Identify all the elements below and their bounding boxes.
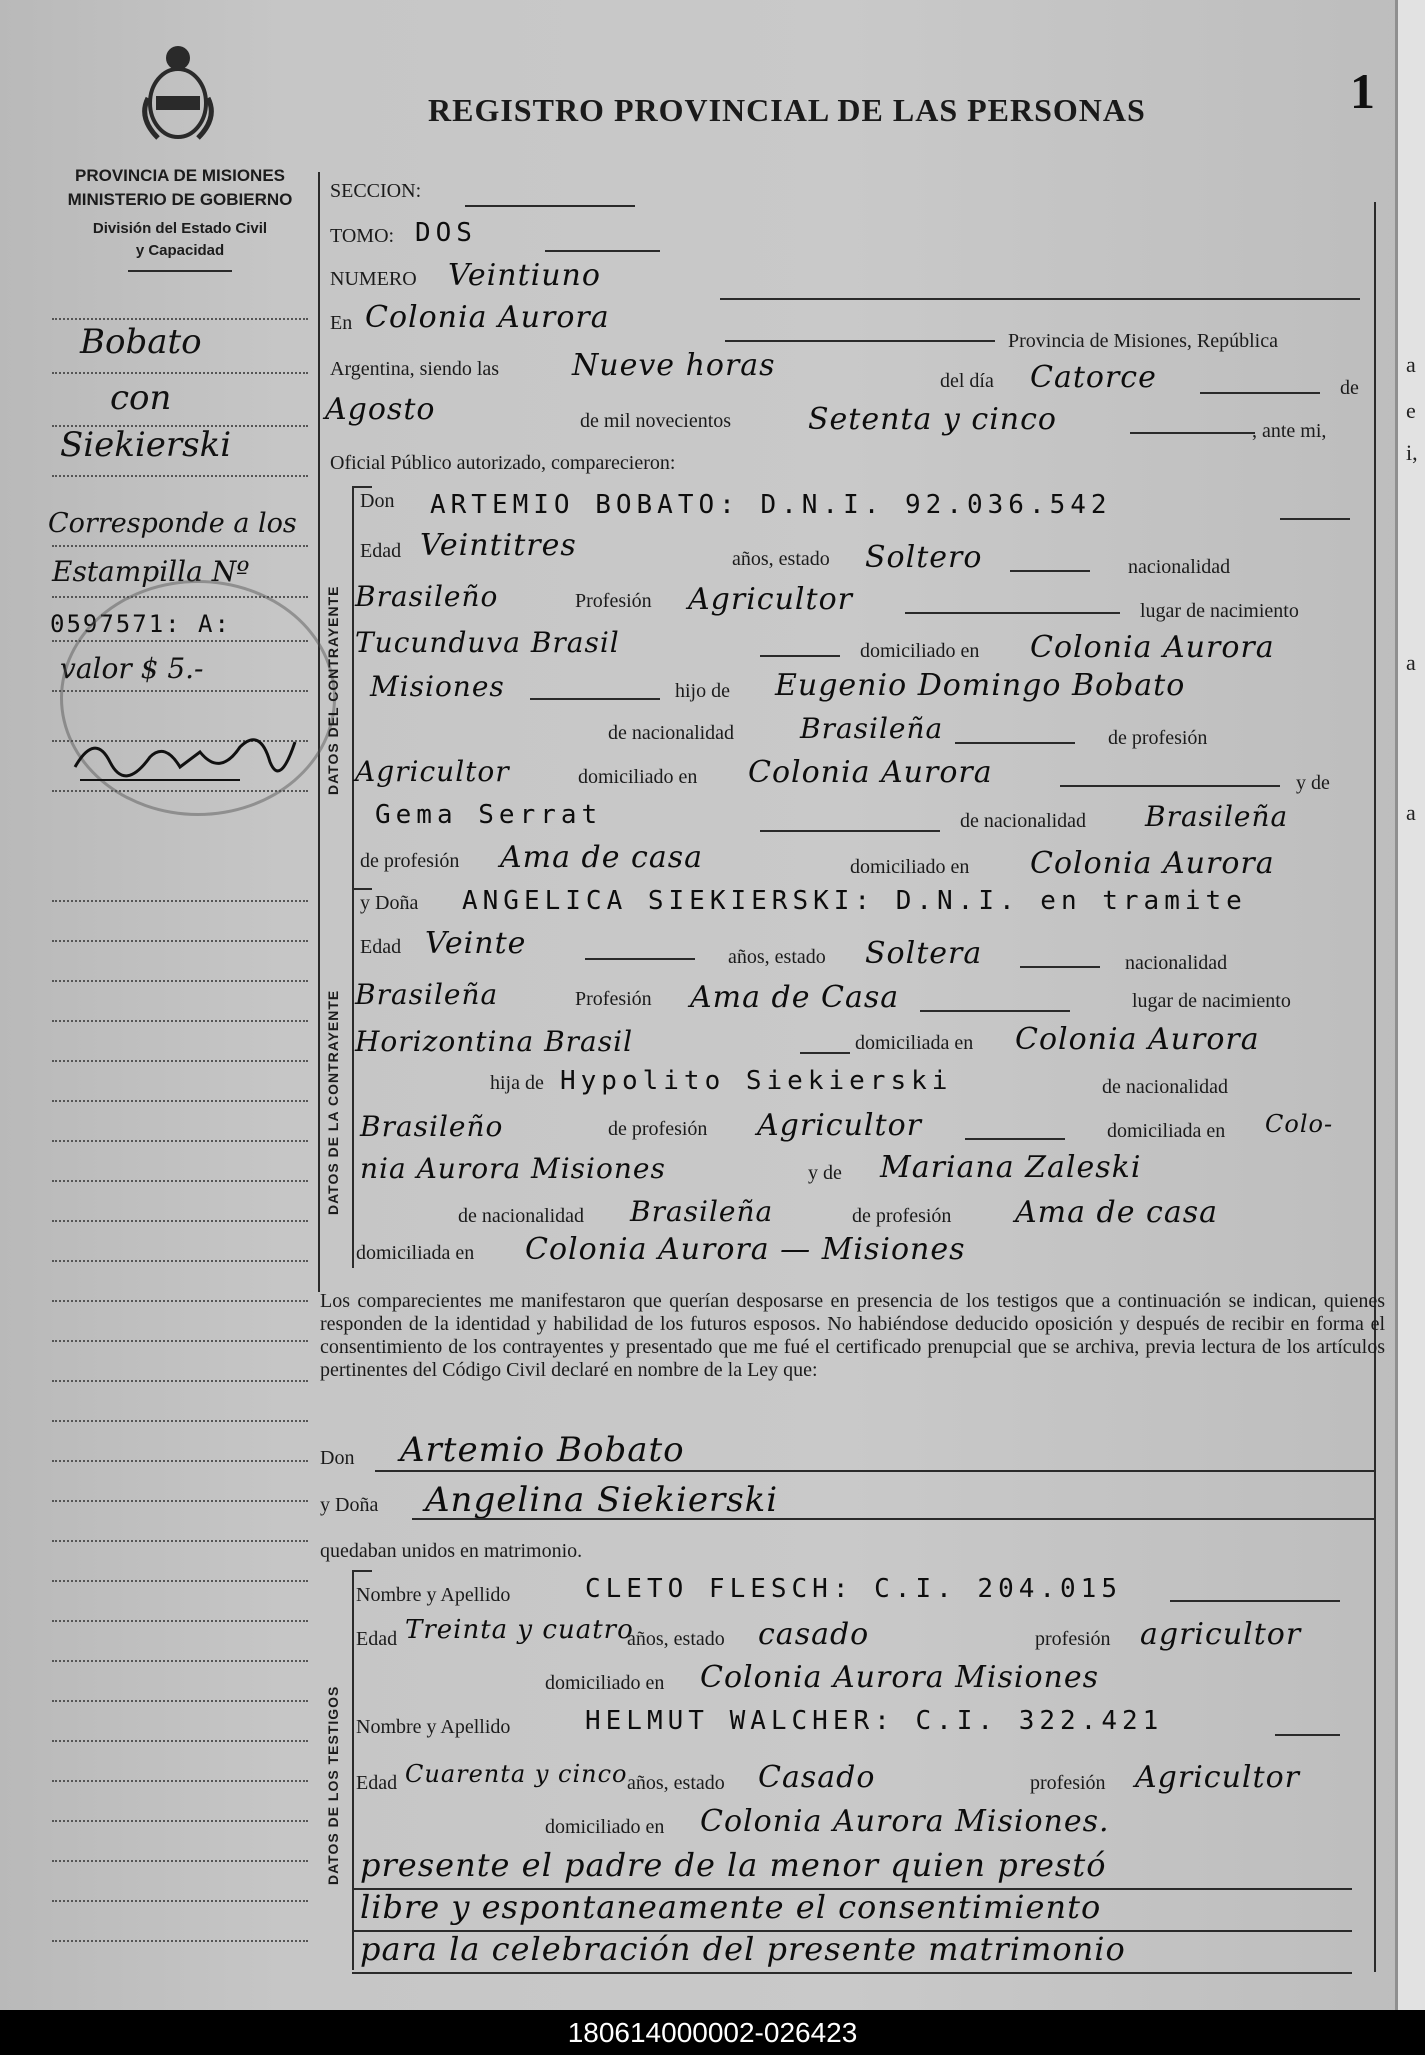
testigo1-profesion-label: profesión <box>1035 1628 1111 1650</box>
margin-line <box>52 1700 308 1702</box>
contrayente-padre-profesion: Agricultor <box>355 755 510 788</box>
padre-dom-line <box>1060 785 1280 787</box>
madre-profesion-label: de profesión <box>360 850 460 872</box>
contrayenta-profesion: Ama de Casa <box>690 980 900 1015</box>
contrayenta-domicilio: Colonia Aurora <box>1015 1022 1260 1057</box>
testigo1-nombre-label: Nombre y Apellido <box>356 1584 511 1606</box>
testigo2-profesion-label: profesión <box>1030 1772 1106 1794</box>
margin-line <box>52 1300 308 1302</box>
margin-line <box>52 1740 308 1742</box>
next-page-edge <box>1395 0 1425 2010</box>
declaration-quedaban: quedaban unidos en matrimonio. <box>320 1540 583 1562</box>
margin-line <box>52 1380 308 1382</box>
testigo2-domiciliado-label: domiciliado en <box>545 1816 665 1838</box>
estado-line <box>1010 570 1090 572</box>
madre-domiciliado-label: domiciliado en <box>850 856 970 878</box>
margin-line <box>52 1660 308 1662</box>
contrayente-madre: Gema Serrat <box>375 800 603 830</box>
tomo-line <box>545 250 660 252</box>
contrayente-domicilio: Colonia Aurora <box>1030 630 1275 665</box>
tomo-label: TOMO: <box>330 225 395 247</box>
don-underline <box>375 1470 1375 1472</box>
margin-line <box>52 1500 308 1502</box>
frame-right-line <box>1374 202 1376 1972</box>
contrayente-madre-nacionalidad: Brasileña <box>1145 800 1289 833</box>
testigo1-profesion: agricultor <box>1140 1617 1302 1652</box>
contrayenta-padre-domicilio-a: Colo- <box>1265 1110 1334 1138</box>
margin-line <box>52 1420 308 1422</box>
ministry-label: MINISTERIO DE GOBIERNO <box>67 190 293 209</box>
margin-line <box>52 1580 308 1582</box>
contrayente-anos-estado: años, estado <box>732 548 830 570</box>
contrayente-name: ARTEMIO BOBATO: D.N.I. 92.036.542 <box>430 490 1112 520</box>
testigo2-profesion: Agricultor <box>1135 1760 1300 1795</box>
contrayenta-padre-nacionalidad: Brasileño <box>360 1110 504 1143</box>
margin-line <box>52 1020 308 1022</box>
margin-line <box>52 1780 308 1782</box>
contrayente-hijo-label: hijo de <box>675 680 730 702</box>
testigos-note-line-2: libre y espontaneamente el consentimiento <box>360 1888 1102 1926</box>
contrayenta-madre-profesion: Ama de casa <box>1015 1195 1218 1230</box>
page-number: 1 <box>1350 63 1375 119</box>
contrayenta-madre-domicilio: Colonia Aurora — Misiones <box>525 1232 966 1267</box>
madre2-domiciliada-label: domiciliada en <box>356 1242 475 1264</box>
contrayente-estado: Soltero <box>865 540 983 575</box>
madre2-profesion-label: de profesión <box>852 1205 952 1227</box>
testigo1-estado: casado <box>758 1617 870 1652</box>
dia-line <box>1200 392 1320 394</box>
division-label: División del Estado Civil <box>92 220 268 237</box>
edge-letter: a <box>1406 352 1416 377</box>
madre-nacionalidad-label: de nacionalidad <box>960 810 1087 832</box>
ante-mi-text: , ante mi, <box>1252 420 1327 442</box>
contrayenta-profesion-label: Profesión <box>575 988 652 1010</box>
declaration-don-label: Don <box>320 1447 355 1469</box>
dona-label: y Doña <box>360 892 419 914</box>
testigos-section-label: DATOS DE LOS TESTIGOS <box>325 1685 341 1885</box>
dia-value: Catorce <box>1030 360 1157 395</box>
contrayenta-estado: Soltera <box>865 936 983 971</box>
margin-line <box>52 318 308 320</box>
margin-stamp-note-2: Estampilla Nº <box>52 555 250 588</box>
contrayente-edad: Veintitres <box>420 528 577 563</box>
margin-line <box>52 1340 308 1342</box>
contrayenta-edad-label: Edad <box>360 936 402 958</box>
declaration-dona-label: y Doña <box>320 1494 379 1516</box>
margin-surname-1: Bobato <box>80 322 202 362</box>
margin-line <box>52 545 308 547</box>
mil-label: de mil novecientos <box>580 410 732 432</box>
contrayente-padre-domicilio: Colonia Aurora <box>748 755 993 790</box>
contrayenta-section-label: DATOS DE LA CONTRAYENTE <box>325 989 341 1215</box>
seccion-line <box>465 205 635 207</box>
contrayente-lugar-label: lugar de nacimiento <box>1140 600 1299 622</box>
margin-line <box>52 372 308 374</box>
margin-line <box>52 1260 308 1262</box>
margin-line <box>52 940 308 942</box>
margin-line <box>52 980 308 982</box>
margin-line <box>52 1140 308 1142</box>
padre-profesion-label: de profesión <box>1108 727 1208 749</box>
declaration-dona-value: Angelina Siekierski <box>425 1480 779 1520</box>
testigo1-edad-label: Edad <box>356 1628 398 1650</box>
testigos-bracket <box>352 1570 354 1970</box>
testigo2-nombre-label: Nombre y Apellido <box>356 1716 511 1738</box>
margin-stamp-number: 0597571: A: <box>50 610 231 638</box>
contrayente-domiciliado-label: domiciliado en <box>860 640 980 662</box>
padre-nacionalidad-label: de nacionalidad <box>608 722 735 744</box>
en-value: Colonia Aurora <box>365 300 610 335</box>
contrayente-lugar: Tucunduva Brasil <box>355 626 620 659</box>
agency-underline <box>128 270 232 272</box>
madre2-nacionalidad-label: de nacionalidad <box>458 1205 585 1227</box>
margin-surname-2: Siekierski <box>60 425 232 465</box>
testigo1-name: CLETO FLESCH: C.I. 204.015 <box>585 1574 1122 1604</box>
margin-line <box>52 900 308 902</box>
testigo1-domicilio: Colonia Aurora Misiones <box>700 1660 1099 1695</box>
contrayenta-lugar: Horizontina Brasil <box>355 1025 634 1058</box>
page-title: REGISTRO PROVINCIAL DE LAS PERSONAS <box>428 92 1146 128</box>
declaration-paragraph: Los comparecientes me manifestaron que querían desposarse en presencia de los testigos que a continuación se indican, quienes responden de la identidad y habilidad de los futuros esposos. No habiéndose deducido oposición y después de recibir en forma el consentimiento de los contrayentes y presentado que me fué el certificado prenupcial que se archiva, previa lectura de los artículos pertinentes del Código Civil declaré en nombre de la Ley que: <box>320 1290 1385 1381</box>
profesion2-line <box>920 1010 1070 1012</box>
footer-image-id: 180614000002-026423 <box>0 2010 1425 2055</box>
argentina-text: Argentina, siendo las <box>330 358 500 380</box>
padre2-nacionalidad-label: de nacionalidad <box>1102 1076 1229 1098</box>
capacity-label: y Capacidad <box>135 242 225 259</box>
padre2-domiciliada-label: domiciliada en <box>1107 1120 1226 1142</box>
numero-label: NUMERO <box>330 268 417 290</box>
contrayente-nacionalidad-label: nacionalidad <box>1128 556 1231 578</box>
margin-line <box>52 1940 308 1942</box>
contrayenta-domiciliada-label: domiciliada en <box>855 1032 974 1054</box>
note-underline-3 <box>352 1972 1352 1974</box>
de-label: de <box>1340 377 1359 399</box>
lugar-line <box>760 655 840 657</box>
contrayenta-madre-nacionalidad: Brasileña <box>630 1195 774 1228</box>
bracket-top-2 <box>352 888 372 890</box>
contrayenta-hija-label: hija de <box>490 1072 544 1094</box>
margin-line <box>52 1540 308 1542</box>
margin-line <box>52 1060 308 1062</box>
tomo-value: DOS <box>415 218 477 248</box>
padre-nac-line <box>955 742 1075 744</box>
seccion-label: SECCION: <box>330 180 422 202</box>
margin-stamp-note-1: Corresponde a los <box>48 508 297 539</box>
margin-stamp-value: valor $ 5.- <box>60 652 204 685</box>
bracket-top-3 <box>352 1570 372 1572</box>
contrayente-bracket <box>352 486 354 906</box>
contrayenta-lugar-label: lugar de nacimiento <box>1132 990 1291 1012</box>
margin-line <box>52 1460 308 1462</box>
contrayenta-nacionalidad: Brasileña <box>355 978 499 1011</box>
testigo2-edad: Cuarenta y cinco <box>405 1760 628 1788</box>
anio-line <box>1130 432 1255 434</box>
madre2-y-de-label: y de <box>808 1162 842 1184</box>
profesion-line <box>905 612 1120 614</box>
en-line <box>725 340 995 342</box>
edad-line <box>585 958 695 960</box>
testigo2-edad-label: Edad <box>356 1772 398 1794</box>
padre-domiciliado-label: domiciliado en <box>578 766 698 788</box>
contrayente-madre-domicilio: Colonia Aurora <box>1030 846 1275 881</box>
contrayente-profesion-label: Profesión <box>575 590 652 612</box>
y-de-label: y de <box>1296 772 1330 794</box>
contrayenta-nacionalidad-label: nacionalidad <box>1125 952 1228 974</box>
bracket-top-1 <box>352 486 372 488</box>
testigo1-anos-estado: años, estado <box>627 1628 725 1650</box>
padre2-prof-line <box>965 1138 1065 1140</box>
numero-value: Veintiuno <box>448 258 601 293</box>
testigo1-edad: Treinta y cuatro <box>405 1615 634 1645</box>
contrayente-padre-nacionalidad: Brasileña <box>800 712 944 745</box>
coat-of-arms-icon <box>138 38 218 148</box>
contrayenta-bracket <box>352 888 354 1268</box>
hora-value: Nueve horas <box>572 348 776 383</box>
edge-letter: a <box>1406 800 1416 825</box>
padre2-profesion-label: de profesión <box>608 1118 708 1140</box>
contrayente-edad-label: Edad <box>360 540 402 562</box>
testigo1-domiciliado-label: domiciliado en <box>545 1672 665 1694</box>
contrayenta-edad: Veinte <box>425 926 527 961</box>
estado2-line <box>1020 966 1100 968</box>
margin-line <box>52 1620 308 1622</box>
contrayenta-madre: Mariana Zaleski <box>880 1150 1142 1185</box>
edge-letter: e <box>1406 398 1416 423</box>
contrayenta-name: ANGELICA SIEKIERSKI: D.N.I. en tramite <box>462 886 1247 916</box>
margin-connector: con <box>110 378 172 418</box>
mes-value: Agosto <box>325 392 436 427</box>
contrayenta-padre-domicilio-b: nia Aurora Misiones <box>360 1152 666 1185</box>
province-label: PROVINCIA DE MISIONES <box>74 166 285 185</box>
margin-line <box>52 1180 308 1182</box>
testigo2-name: HELMUT WALCHER: C.I. 322.421 <box>585 1706 1164 1736</box>
lugar2-line <box>800 1052 850 1054</box>
contrayente-padre: Eugenio Domingo Bobato <box>775 668 1186 703</box>
declaration-don-value: Artemio Bobato <box>400 1430 685 1470</box>
contrayenta-padre: Hypolito Siekierski <box>560 1066 953 1096</box>
contrayente-madre-profesion: Ama de casa <box>500 840 703 875</box>
testigo2-anos-estado: años, estado <box>627 1772 725 1794</box>
testigo2-estado: Casado <box>758 1760 876 1795</box>
numero-line <box>720 298 1360 300</box>
testigo1-name-line <box>1170 1600 1340 1602</box>
del-dia-label: del día <box>940 370 994 392</box>
margin-line <box>52 1900 308 1902</box>
testigos-note-line-1: presente el padre de la menor quien prestó <box>360 1846 1107 1884</box>
contrayente-domicilio-2: Misiones <box>370 670 505 703</box>
signature-mark <box>70 722 300 792</box>
margin-line <box>52 1100 308 1102</box>
contrayenta-anos-estado: años, estado <box>728 946 826 968</box>
provincia-text: Provincia de Misiones, República <box>1008 330 1278 352</box>
margin-line <box>52 1820 308 1822</box>
testigo2-name-line <box>1275 1734 1340 1736</box>
edge-letter: i, <box>1406 440 1418 465</box>
contrayente-name-line <box>1280 518 1350 520</box>
margin-line <box>52 1860 308 1862</box>
contrayenta-padre-profesion: Agricultor <box>757 1108 922 1143</box>
margin-line <box>52 475 308 477</box>
testigos-note-line-3: para la celebración del presente matrimonio <box>360 1930 1126 1968</box>
contrayente-section-label: DATOS DEL CONTRAYENTE <box>325 585 341 795</box>
anio-value: Setenta y cinco <box>808 402 1057 437</box>
contrayente-profesion: Agricultor <box>688 582 853 617</box>
contrayente-nacionalidad: Brasileño <box>355 580 499 613</box>
oficial-text: Oficial Público autorizado, comparecieron: <box>330 452 676 474</box>
domicilio-line <box>530 698 660 700</box>
testigo2-domicilio: Colonia Aurora Misiones. <box>700 1804 1110 1839</box>
don-label: Don <box>360 490 395 512</box>
margin-line <box>52 1220 308 1222</box>
madre-line <box>760 830 940 832</box>
edge-letter: a <box>1406 650 1416 675</box>
dona-underline <box>412 1518 1374 1520</box>
en-label: En <box>330 312 353 334</box>
